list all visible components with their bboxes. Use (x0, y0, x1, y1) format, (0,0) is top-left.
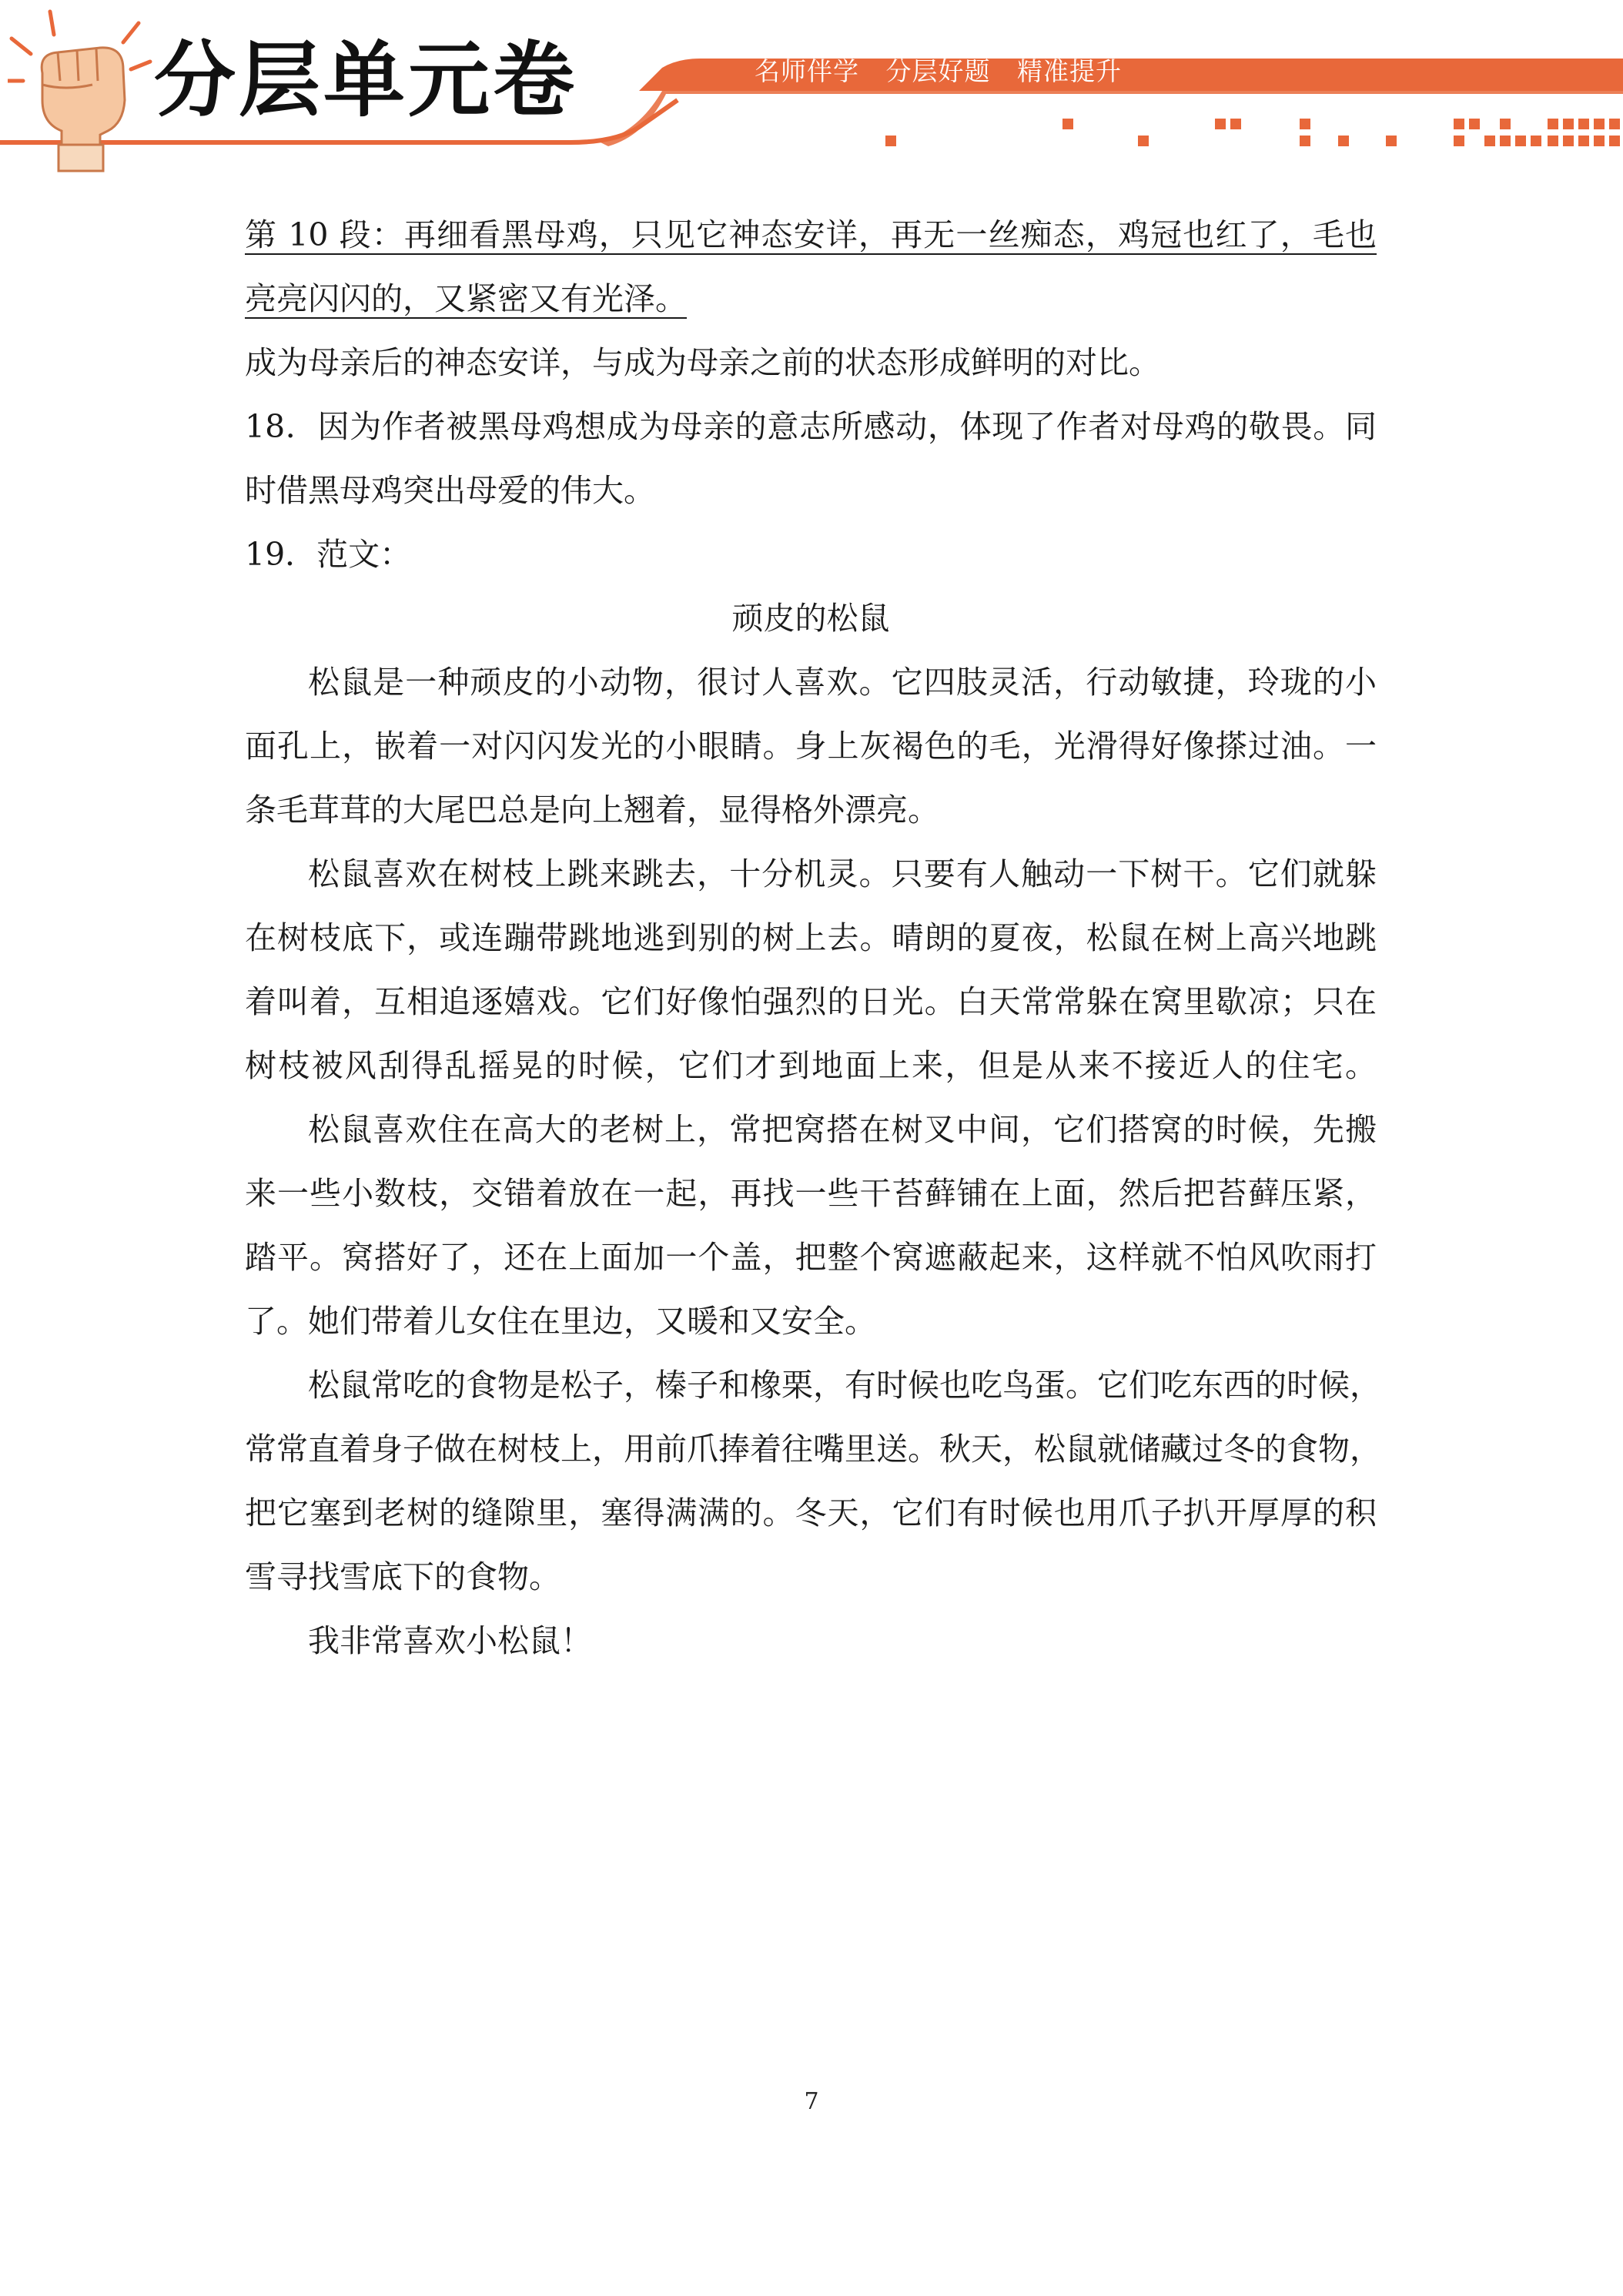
document-body (245, 203, 1381, 1673)
essay-line: 着叫着，互相追逐嬉戏。它们好像怕强烈的日光。白天常常躲在窝里歇凉；只在 (245, 983, 1377, 1020)
essay-line: 松鼠喜欢在树枝上跳来跳去，十分机灵。只要有人触动一下树干。它们就躲 (308, 855, 1377, 892)
essay-line: 了。她们带着儿女住在里边，又暖和又安全。 (245, 1303, 876, 1340)
fist-hand-icon (8, 8, 154, 177)
answer-18-line: 18．因为作者被黑母鸡想成为母亲的意志所感动，体现了作者对母鸡的敬畏。同 (245, 408, 1377, 445)
essay-line: 条毛茸茸的大尾巴总是向上翘着，显得格外漂亮。 (245, 792, 939, 828)
essay-line: 松鼠喜欢住在高大的老树上，常把窝搭在树叉中间，它们搭窝的时候，先搬 (308, 1111, 1377, 1148)
underlined-quote-text: 亮亮闪闪的，又紧密又有光泽。 (245, 280, 687, 317)
essay-line: 常常直着身子做在树枝上，用前爪捧着往嘴里送。秋天，松鼠就储藏过冬的食物， (245, 1431, 1381, 1468)
underlined-quote-line: 第 10 段：再细看黑母鸡，只见它神态安详，再无一丝痴态，鸡冠也红了，毛也 (245, 216, 1377, 253)
answer-17-tail: 成为母亲后的神态安详，与成为母亲之前的状态形成鲜明的对比。 (245, 344, 1160, 381)
answer-18-line: 时借黑母鸡突出母爱的伟大。 (245, 472, 655, 509)
essay-line: 我非常喜欢小松鼠！ (308, 1622, 592, 1659)
essay-title: 顽皮的松鼠 (731, 600, 890, 637)
essay-line: 树枝被风刮得乱摇晃的时候，它们才到地面上来，但是从来不接近人的住宅。 (245, 1047, 1377, 1084)
essay-line: 松鼠常吃的食物是松子，榛子和橡栗，有时候也吃鸟蛋。它们吃东西的时候， (308, 1367, 1381, 1404)
essay-line: 来一些小数枝，交错着放在一起，再找一些干苔藓铺在上面，然后把苔藓压紧， (245, 1175, 1377, 1212)
essay-line: 面孔上，嵌着一对闪闪发光的小眼睛。身上灰褐色的毛，光滑得好像搽过油。一 (245, 728, 1377, 765)
essay-line: 雪寻找雪底下的食物。 (245, 1558, 561, 1595)
header-slogan: 名师伴学 分层好题 精准提升 (755, 56, 1122, 86)
page-number: 7 (804, 2088, 819, 2115)
essay-line: 松鼠是一种顽皮的小动物，很讨人喜欢。它四肢灵活，行动敏捷，玲珑的小 (308, 664, 1377, 701)
underlined-quote-line (245, 267, 1377, 331)
essay-line: 把它塞到老树的缝隙里，塞得满满的。冬天，它们有时候也用爪子扒开厚厚的积 (245, 1494, 1377, 1531)
essay-line: 在树枝底下，或连蹦带跳地逃到别的树上去。晴朗的夏夜，松鼠在树上高兴地跳 (245, 919, 1377, 956)
answer-19-label: 19．范文： (245, 536, 412, 573)
brand-title: 分层单元卷 (154, 33, 577, 128)
essay-line: 踏平。窝搭好了，还在上面加一个盖，把整个窝遮蔽起来，这样就不怕风吹雨打 (245, 1239, 1377, 1276)
page-header (0, 0, 1623, 177)
